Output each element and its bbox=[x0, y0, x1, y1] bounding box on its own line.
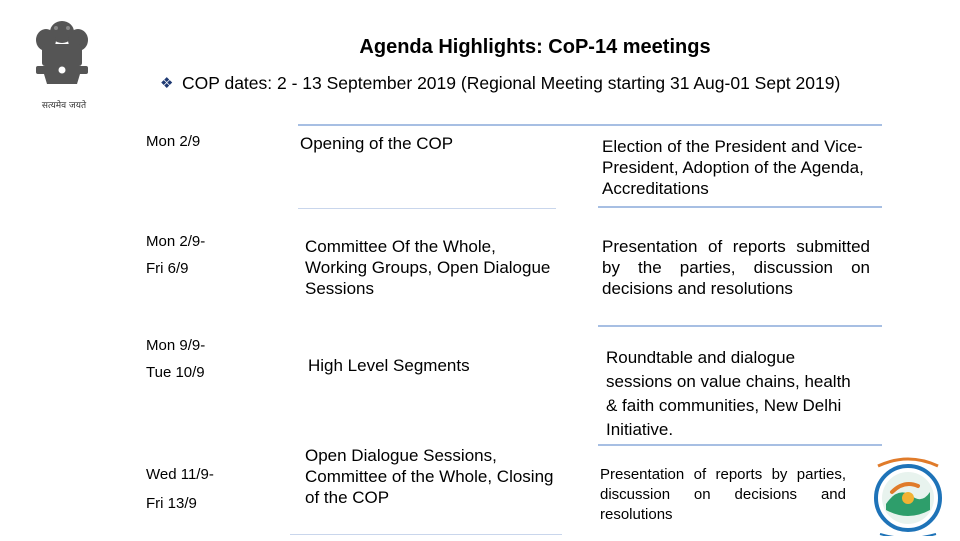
rule-row3 bbox=[598, 444, 882, 446]
row4-details: Presentation of reports by parties, discussion on decisions and resolutions bbox=[600, 466, 846, 523]
row4-date-line2: Fri 13/9 bbox=[146, 495, 197, 512]
row3-date-line2: Tue 10/9 bbox=[146, 364, 205, 381]
row3-details: Roundtable and dialogue sessions on value chains, health & faith communities, New Delhi Initiative. bbox=[606, 348, 851, 439]
row2-date bbox=[146, 232, 286, 279]
rule-top bbox=[298, 124, 882, 126]
row4-date-line1: Wed 11/9- bbox=[146, 466, 214, 483]
row2-date-line1: Mon 2/9- bbox=[146, 233, 206, 250]
row2-details: Presentation of reports submitted by the parties, discussion on decisions and resolutions bbox=[602, 237, 870, 298]
row3-event: High Level Segments bbox=[308, 356, 470, 375]
row1-details: Election of the President and Vice-President, Adoption of the Agenda, Accreditations bbox=[602, 137, 864, 198]
row3-date bbox=[146, 336, 286, 383]
row2-event: Committee Of the Whole, Working Groups, Open Dialogue Sessions bbox=[305, 237, 551, 298]
row1-date bbox=[146, 132, 286, 152]
rule-bottom bbox=[290, 534, 562, 535]
row1-event: Opening of the COP bbox=[300, 134, 454, 153]
slide-title: Agenda Highlights: CoP-14 meetings bbox=[359, 36, 711, 58]
cop-dates-bullet bbox=[160, 72, 860, 95]
row4-event: Open Dialogue Sessions, Committee of the Whole, Closing of the COP bbox=[305, 446, 554, 507]
diamond-bullet-icon: ❖ bbox=[160, 75, 174, 92]
row2-date-line2: Fri 6/9 bbox=[146, 260, 189, 277]
rule-row1-event bbox=[298, 208, 556, 209]
row3-date-line1: Mon 9/9- bbox=[146, 337, 206, 354]
rule-row1-details bbox=[598, 206, 882, 208]
cop-dates-text: COP dates: 2 - 13 September 2019 (Regional Meeting starting 31 Aug-01 Sept 2019) bbox=[182, 73, 841, 93]
cop14-logo-icon bbox=[864, 452, 952, 536]
row4-date bbox=[146, 465, 286, 514]
rule-row2 bbox=[598, 325, 882, 327]
emblem-motto: सत्यमेव जयते bbox=[41, 101, 87, 111]
national-emblem-icon bbox=[22, 10, 102, 110]
row1-date-line1: Mon 2/9 bbox=[146, 133, 201, 150]
